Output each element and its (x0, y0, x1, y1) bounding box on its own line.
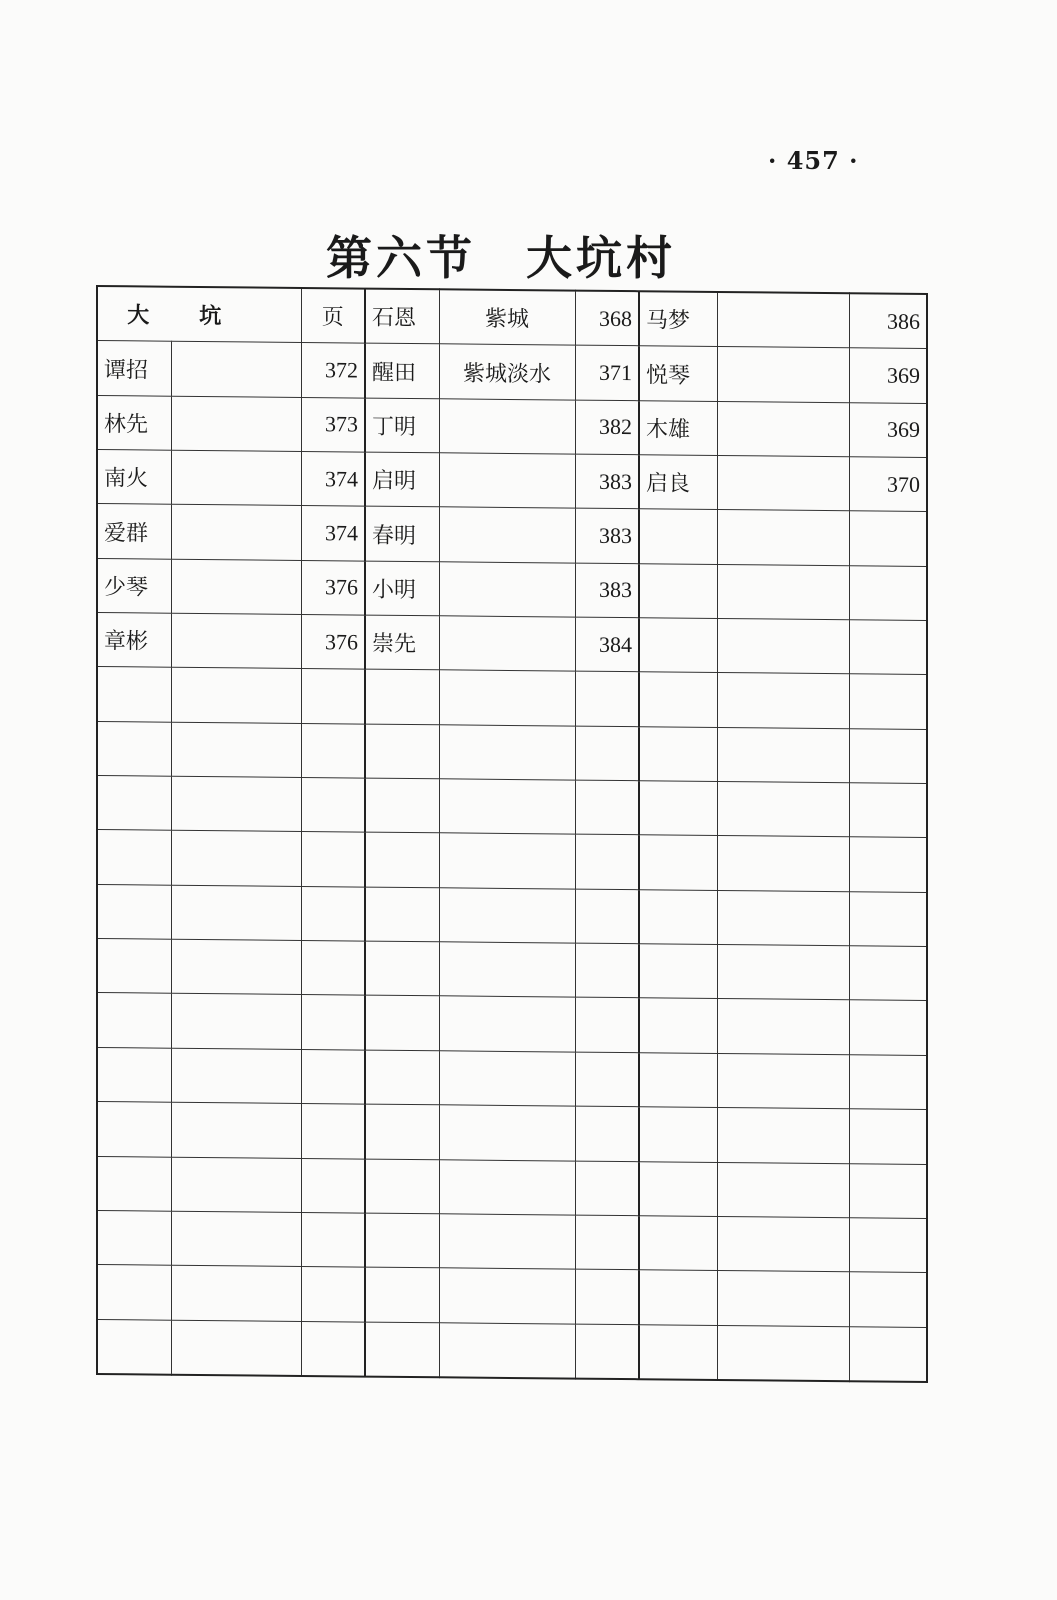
table-cell (171, 831, 301, 887)
table-cell (575, 672, 639, 727)
table-cell (365, 724, 439, 779)
header-village: 大坑 (97, 286, 301, 343)
table-cell (639, 781, 717, 836)
table-cell: 374 (301, 506, 365, 561)
table-cell: 紫城淡水 (439, 344, 575, 400)
table-cell (439, 1268, 575, 1324)
table-cell (171, 885, 301, 941)
table-row (97, 1210, 927, 1272)
table-cell (575, 943, 639, 998)
table-cell (301, 1212, 365, 1267)
table-cell: 丁明 (365, 398, 439, 453)
table-cell (849, 620, 927, 675)
table-cell (639, 998, 717, 1053)
table-cell (439, 1051, 575, 1107)
table-cell (639, 672, 717, 727)
table-row (97, 395, 927, 457)
table-cell: 启良 (639, 455, 717, 510)
table-cell (717, 836, 849, 892)
table-cell (439, 1214, 575, 1270)
table-row (97, 341, 927, 403)
table-cell: 南火 (97, 450, 171, 505)
table-cell (171, 1211, 301, 1267)
table-cell (171, 450, 301, 506)
table-cell (717, 782, 849, 838)
table-cell (849, 728, 927, 783)
table-cell (301, 1049, 365, 1104)
table-cell (639, 509, 717, 564)
table-cell: 369 (849, 402, 927, 457)
table-cell (717, 1271, 849, 1327)
table-cell: 372 (301, 343, 365, 398)
table-cell (171, 722, 301, 778)
table-cell (439, 1105, 575, 1161)
table-cell (849, 946, 927, 1001)
table-cell (849, 1055, 927, 1110)
table-cell (439, 779, 575, 835)
table-cell (439, 1322, 575, 1378)
table-cell (849, 1218, 927, 1273)
table-cell (97, 884, 171, 939)
table-cell (97, 667, 171, 722)
table-cell (365, 1050, 439, 1105)
table-cell (171, 668, 301, 724)
table-cell (171, 396, 301, 452)
table-cell (639, 890, 717, 945)
table-row (97, 939, 927, 1001)
table-cell (97, 993, 171, 1048)
table-cell (171, 939, 301, 995)
table-row (97, 1265, 927, 1327)
table-cell (171, 1265, 301, 1321)
table-cell (439, 616, 575, 672)
table-row (97, 613, 927, 675)
table-cell (849, 1326, 927, 1382)
table-cell (301, 1104, 365, 1159)
table-cell (849, 511, 927, 566)
table-cell (365, 1213, 439, 1268)
table-cell: 376 (301, 560, 365, 615)
table-cell (717, 619, 849, 675)
table-cell (717, 1053, 849, 1109)
table-header-row (97, 286, 927, 349)
table-cell: 386 (849, 293, 927, 349)
table-cell (717, 1325, 849, 1381)
table-cell: 369 (849, 348, 927, 403)
table-row (97, 830, 927, 892)
table-cell (301, 669, 365, 724)
table-cell (439, 562, 575, 618)
table-cell (301, 1158, 365, 1213)
table-cell: 醒田 (365, 343, 439, 398)
table-cell (717, 1216, 849, 1272)
table-cell (439, 888, 575, 944)
header-page: 页 (301, 288, 365, 343)
table-cell (365, 1267, 439, 1322)
table-cell (97, 1265, 171, 1320)
table-cell (849, 1163, 927, 1218)
table-cell (439, 507, 575, 563)
table-cell (171, 613, 301, 669)
table-cell: 章彬 (97, 613, 171, 668)
table-cell: 马梦 (639, 291, 717, 347)
table-cell (849, 783, 927, 838)
table-cell (301, 1321, 365, 1377)
table-cell (97, 1047, 171, 1102)
table-cell (171, 1157, 301, 1213)
table-cell: 紫城 (439, 289, 575, 345)
table-cell (171, 342, 301, 398)
table-cell (639, 1216, 717, 1271)
table-cell: 悦琴 (639, 346, 717, 401)
table-cell: 368 (575, 291, 639, 346)
table-cell (365, 833, 439, 888)
table-cell (849, 1272, 927, 1327)
table-cell (639, 618, 717, 673)
table-cell (575, 1052, 639, 1107)
table-row (97, 667, 927, 729)
table-cell (439, 670, 575, 726)
table-cell (575, 835, 639, 890)
table-row (97, 504, 927, 566)
table-cell: 崇先 (365, 615, 439, 670)
table-cell: 373 (301, 397, 365, 452)
table-cell (849, 1000, 927, 1055)
table-row (97, 1047, 927, 1109)
table-cell: 启明 (365, 452, 439, 507)
table-cell (575, 1215, 639, 1270)
table-cell (849, 837, 927, 892)
table-cell (717, 292, 849, 348)
table-cell (439, 1159, 575, 1215)
table-row (97, 993, 927, 1055)
table-row (97, 1102, 927, 1164)
table-cell: 石恩 (365, 289, 439, 345)
page-title: 第六节 大坑村 (326, 231, 676, 285)
table-cell (575, 1161, 639, 1216)
table-cell (439, 398, 575, 454)
table-cell: 376 (301, 615, 365, 670)
table-cell (639, 1053, 717, 1108)
table-cell (171, 994, 301, 1050)
table-cell: 木雄 (639, 400, 717, 455)
table-cell (365, 1159, 439, 1214)
table-cell (717, 890, 849, 946)
table-cell: 383 (575, 454, 639, 509)
table-cell: 374 (301, 452, 365, 507)
table-cell (439, 453, 575, 509)
table-cell (717, 1162, 849, 1218)
table-cell (171, 1320, 301, 1376)
genealogy-register-table (96, 285, 928, 1383)
table-cell (849, 892, 927, 947)
table-cell: 383 (575, 508, 639, 563)
table-cell (171, 505, 301, 561)
table-cell (301, 886, 365, 941)
table-cell: 370 (849, 457, 927, 512)
table-cell (639, 1270, 717, 1325)
table-row (97, 884, 927, 946)
table-cell (849, 1109, 927, 1164)
table-cell: 384 (575, 617, 639, 672)
table-cell (97, 721, 171, 776)
table-row (97, 450, 927, 512)
table-row (97, 776, 927, 838)
table-row (97, 558, 927, 620)
table-cell (171, 1102, 301, 1158)
table-cell (365, 778, 439, 833)
table-cell (717, 510, 849, 566)
table-cell (639, 944, 717, 999)
table-cell (849, 565, 927, 620)
table-cell (575, 998, 639, 1053)
table-cell (639, 1161, 717, 1216)
table-cell (717, 347, 849, 403)
table-cell (365, 1322, 439, 1378)
table-cell: 382 (575, 400, 639, 455)
table-cell (575, 726, 639, 781)
table-cell: 谭招 (97, 341, 171, 396)
page-number: · 457 · (768, 146, 859, 175)
table-cell (575, 1106, 639, 1161)
table-row (97, 721, 927, 783)
table-cell (639, 835, 717, 890)
table-cell (717, 401, 849, 457)
table-cell (97, 1210, 171, 1265)
table-cell (301, 995, 365, 1050)
table-cell (365, 996, 439, 1051)
table-cell: 少琴 (97, 558, 171, 613)
table-cell (365, 941, 439, 996)
table-cell (97, 1319, 171, 1375)
table-cell: 林先 (97, 395, 171, 450)
table-cell (575, 889, 639, 944)
table-cell (97, 830, 171, 885)
table-cell (717, 1108, 849, 1164)
table-cell (439, 725, 575, 781)
table-cell (717, 564, 849, 620)
table-cell: 371 (575, 345, 639, 400)
table-cell (97, 1102, 171, 1157)
table-cell (717, 727, 849, 783)
table-cell (171, 559, 301, 615)
table-cell (365, 670, 439, 725)
table-cell (639, 726, 717, 781)
table-cell (301, 941, 365, 996)
table-cell (717, 999, 849, 1055)
table-cell: 爱群 (97, 504, 171, 559)
table-cell (171, 1048, 301, 1104)
table-cell (301, 778, 365, 833)
table-cell (97, 939, 171, 994)
table-cell (575, 1269, 639, 1324)
table-cell (301, 832, 365, 887)
table-cell (639, 1107, 717, 1162)
table-cell (365, 1104, 439, 1159)
table-cell (849, 674, 927, 729)
table-cell (171, 776, 301, 832)
table-cell (439, 996, 575, 1052)
table-cell (717, 456, 849, 512)
table-cell (639, 563, 717, 618)
table-cell (575, 780, 639, 835)
table-cell (639, 1324, 717, 1380)
table-cell (97, 1156, 171, 1211)
table-cell: 春明 (365, 506, 439, 561)
table-row (97, 1156, 927, 1218)
table-cell (301, 723, 365, 778)
table-cell (717, 945, 849, 1001)
table-cell: 小明 (365, 561, 439, 616)
table-row (97, 1319, 927, 1382)
table-cell (365, 887, 439, 942)
table-cell (575, 1324, 639, 1380)
table-cell (97, 776, 171, 831)
table-cell (301, 1267, 365, 1322)
table-cell: 383 (575, 563, 639, 618)
table-cell (439, 833, 575, 889)
table-cell (439, 942, 575, 998)
table-cell (717, 673, 849, 729)
